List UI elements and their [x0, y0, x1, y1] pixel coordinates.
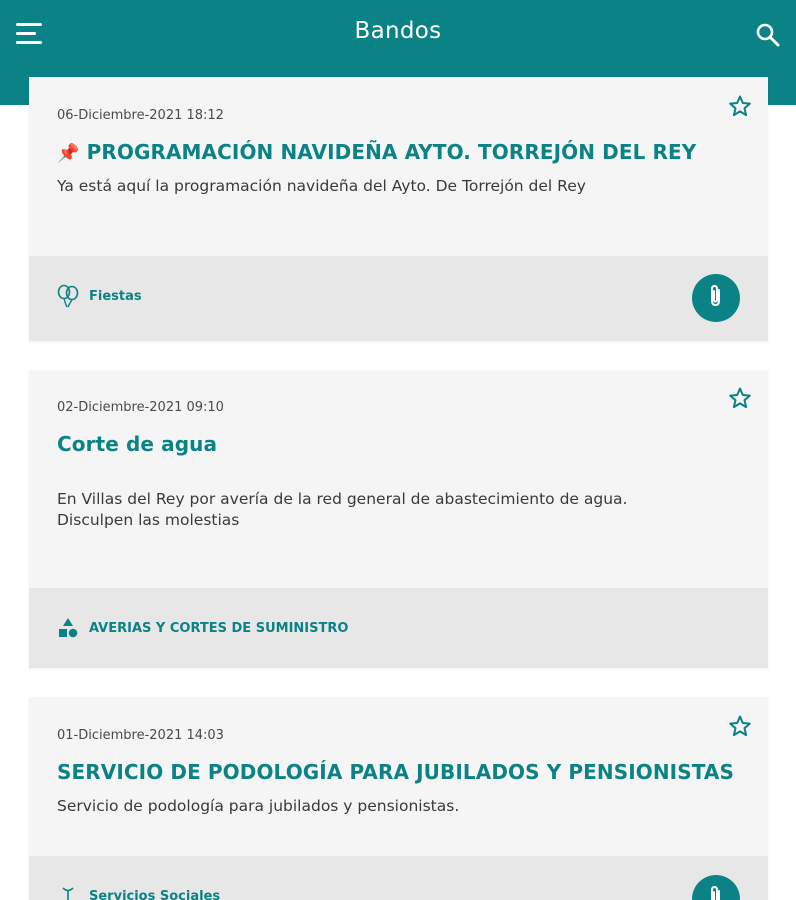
bando-card[interactable] [29, 77, 768, 341]
shapes-icon [57, 616, 79, 640]
card-date: 01-Diciembre-2021 14:03 [57, 728, 224, 743]
category-label: Fiestas [89, 288, 142, 304]
favorite-star-icon[interactable] [728, 94, 752, 118]
favorite-star-icon[interactable] [728, 386, 752, 410]
search-icon[interactable] [754, 21, 782, 49]
attachment-button[interactable] [692, 875, 740, 900]
card-description [57, 489, 717, 531]
category-label: AVERIAS Y CORTES DE SUMINISTRO [89, 620, 349, 636]
card-description-line: En Villas del Rey por avería de la red general de abastecimiento de agua. [57, 490, 628, 508]
category-tag[interactable] [57, 616, 348, 640]
page-title: Bandos [354, 18, 442, 44]
card-description: Ya está aquí la programación navideña del Ayto. De Torrejón del Rey [57, 177, 586, 195]
card-footer [29, 588, 768, 668]
bando-card[interactable] [29, 697, 768, 900]
card-description: Servicio de podología para jubilados y pensionistas. [57, 797, 460, 815]
card-description-line: Disculpen las molestias [57, 511, 240, 529]
balloons-icon [57, 284, 79, 308]
card-footer [29, 856, 768, 900]
paperclip-icon [704, 884, 728, 900]
card-title-text: PROGRAMACIÓN NAVIDEÑA AYTO. TORREJÓN DEL REY [86, 140, 697, 164]
card-title: Corte de agua [57, 432, 218, 456]
paperclip-icon [704, 283, 728, 313]
category-label: Servicios Sociales [89, 888, 221, 900]
card-title [57, 140, 696, 164]
favorite-star-icon[interactable] [728, 714, 752, 738]
card-title: SERVICIO DE PODOLOGÍA PARA JUBILADOS Y PENSIONISTAS [57, 760, 735, 784]
attachment-button[interactable] [692, 274, 740, 322]
card-date: 02-Diciembre-2021 09:10 [57, 400, 224, 415]
category-tag[interactable] [57, 884, 220, 900]
card-footer [29, 256, 768, 341]
category-tag[interactable] [57, 284, 142, 308]
social-services-icon [57, 884, 79, 900]
card-date: 06-Diciembre-2021 18:12 [57, 108, 224, 123]
bando-card[interactable] [29, 370, 768, 668]
pin-icon: 📌 [57, 143, 80, 164]
